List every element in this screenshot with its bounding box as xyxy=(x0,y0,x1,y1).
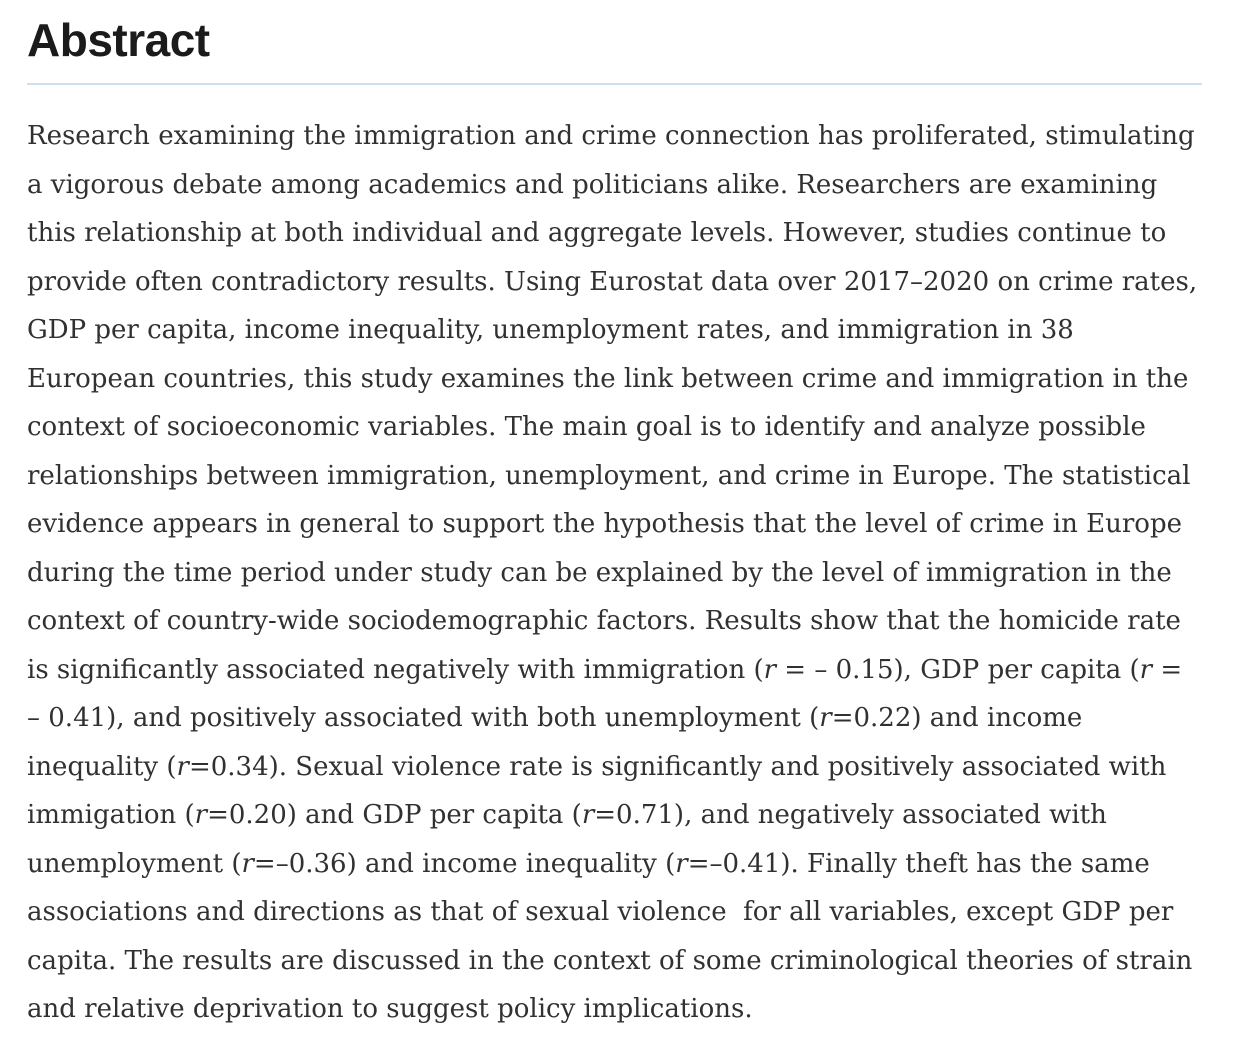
abstract-heading: Abstract xyxy=(27,14,210,66)
abstract-text-run: =0.34). Sexual violence rate is significantly and positively associated with immigation ( xyxy=(27,751,1175,831)
correlation-symbol: r xyxy=(176,751,189,782)
correlation-symbol: r xyxy=(194,800,208,831)
abstract-text-run: =–0.41). Finally theft has the same associations and directions as that of sexual violence for all variables, except GDP per capita. The results are discussed in the context of some criminological theories of strain and relative deprivation to suggest policy implications. xyxy=(27,848,1201,1025)
abstract-text-run: =0.20) and GDP per capita ( xyxy=(207,800,582,831)
abstract-text-run: Research examining the immigration and crime connection has proliferated, stimulating a vigorous debate among academics and politicians alike. Researchers are examining this relationship at both individual and aggregate levels. However, studies continue to provide often contradictory results. Using Eurostat data over 2017–2020 on crime rates, GDP per capita, income inequality, unemployment rates, and immigration in 38 European countries, this study examines the link between crime and immigration in the context of socioeconomic variables. The main goal is to identify and analyze possible relationships between immigration, unemployment, and crime in Europe. The statistical evidence appears in general to support the hypothesis that the level of crime in Europe during the time period under study can be explained by the level of immigration in the context of country-wide sociodemographic factors. Results show that the homicide rate is significantly associated negatively with immigration ( xyxy=(27,121,1206,685)
abstract-text-run: = – 0.41), and positively associated with both unemployment ( xyxy=(27,654,1191,734)
abstract-text-run: =0.22) and income inequality ( xyxy=(27,703,1091,782)
abstract-text-run: =–0.36) and income inequality ( xyxy=(253,848,676,879)
correlation-symbol: r xyxy=(763,654,777,685)
abstract-text-run: =0.71), and negatively associated with unemployment ( xyxy=(27,800,1116,879)
correlation-symbol: r xyxy=(241,848,254,879)
abstract-text-run: = – 0.15), GDP per capita ( xyxy=(776,654,1140,685)
correlation-symbol: r xyxy=(675,848,688,879)
abstract-paragraph xyxy=(27,112,1206,1034)
section-divider xyxy=(27,83,1202,85)
correlation-symbol: r xyxy=(1139,654,1153,685)
correlation-symbol: r xyxy=(581,800,595,831)
correlation-symbol: r xyxy=(819,703,832,734)
